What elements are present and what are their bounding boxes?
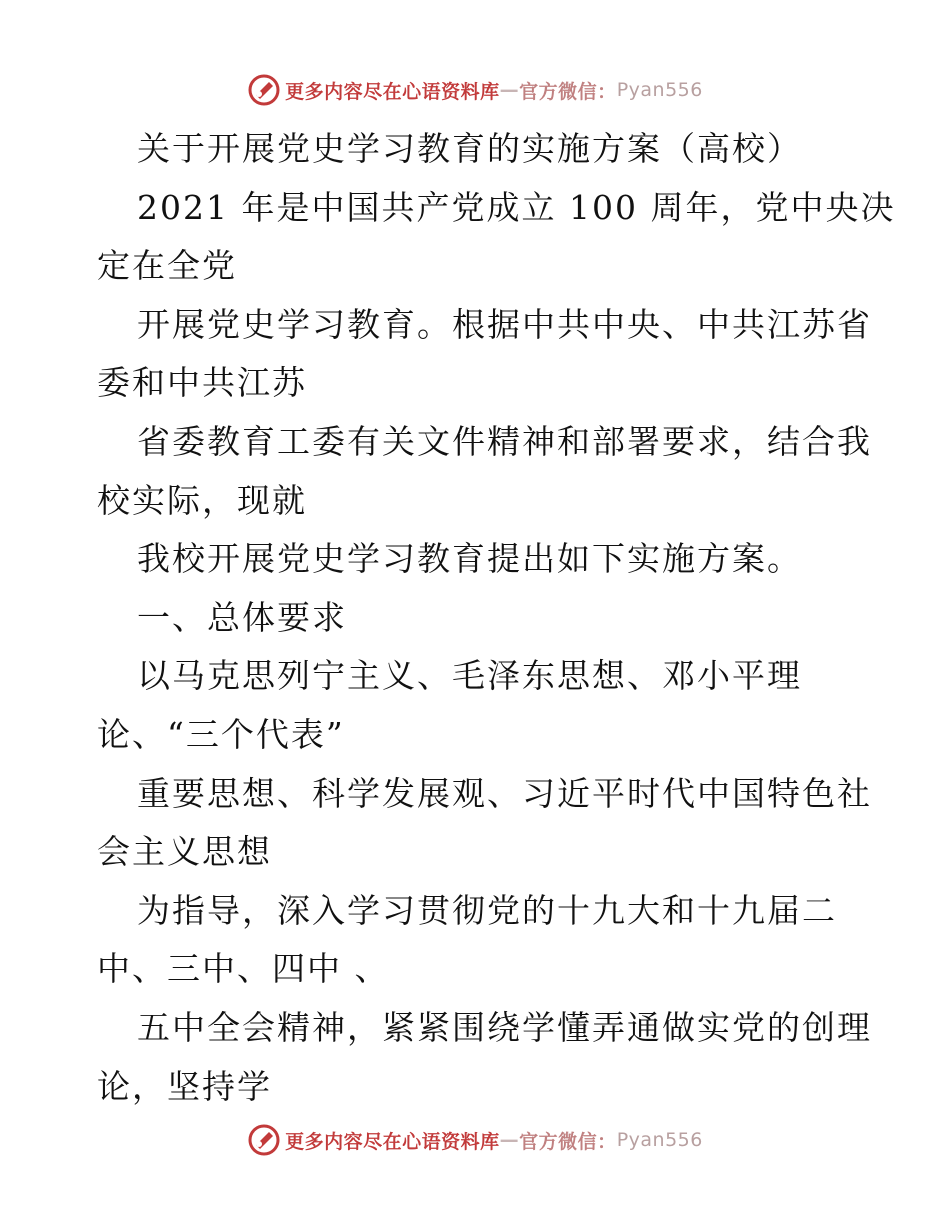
watermark-label: 官方微信： [519,1130,617,1153]
text-line: 委和中共江苏 [97,363,307,403]
watermark-wechat-id: Pyan556 [616,79,703,101]
text-line: 重要思想、科学发展观、习近平时代中国特色社 [137,773,872,813]
watermark-brand: 更多内容尽在心语资料库 [285,1130,500,1153]
footer-watermark [0,1120,950,1160]
text-line: 2021 年是中国共产党成立 100 周年，党中央决 [137,187,896,227]
text-line: 论，坚持学 [97,1066,272,1106]
text-line: 中、三中、四中 、 [97,949,390,989]
text-line: 为指导，深入学习贯彻党的十九大和十九届二 [137,890,837,930]
text-line: 校实际，现就 [97,480,307,520]
brand-logo-icon [247,73,281,107]
watermark-brand: 更多内容尽在心语资料库 [285,80,500,103]
watermark-separator: — [499,79,520,101]
watermark-separator: — [499,1129,520,1151]
text-line: 以马克思列宁主义、毛泽东思想、邓小平理 [137,656,802,696]
watermark-label: 官方微信： [519,80,617,103]
text-line: 开展党史学习教育。根据中共中央、中共江苏省 [137,304,872,344]
text-line: 五中全会精神，紧紧围绕学懂弄通做实党的创理 [137,1007,872,1047]
text-line: 一、总体要求 [137,597,347,637]
text-line: 关于开展党史学习教育的实施方案（高校） [137,129,802,168]
brand-logo-icon [247,1123,281,1157]
text-line: 我校开展党史学习教育提出如下实施方案。 [137,539,802,579]
text-line: 省委教育工委有关文件精神和部署要求，结合我 [137,421,872,461]
text-line: 会主义思想 [97,832,272,872]
text-line: 定在全党 [97,246,237,286]
text-line: 论、“三个代表” [97,714,345,754]
document-body [97,120,896,1116]
watermark-wechat-id: Pyan556 [616,1129,703,1151]
header-watermark [0,70,950,110]
